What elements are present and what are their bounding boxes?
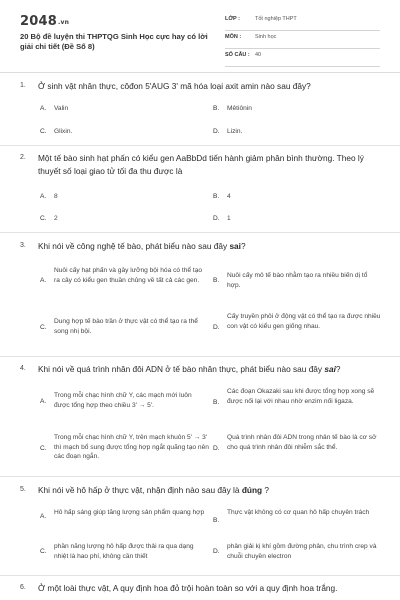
question-divider [0, 356, 400, 357]
question-number: 2. [20, 154, 26, 161]
option-text: 4 [227, 193, 231, 200]
question-text-emphasis: đúng [241, 485, 263, 495]
question-text-main: Khi nói về công nghệ tế bào, phát biểu nào sau đây [38, 241, 230, 251]
option-letter: A. [40, 513, 47, 520]
info-row-subject [225, 32, 380, 49]
question-number: 5. [20, 486, 26, 493]
option-text: Trong mỗi chạc hình chữ Y, các mạch mới luôn được tổng hợp theo chiều 3' → 5'. [54, 392, 192, 409]
document-title: 20 Bộ đề luyện thi THPTQG Sinh Học cực hay có lời giải chi tiết (Đề Số 8) [20, 32, 208, 51]
info-label: SỐ CÂU : [225, 52, 250, 58]
option-letter: D. [213, 548, 220, 555]
option-text: Hô hấp sáng giúp tăng lượng sản phẩm quang hợp [54, 509, 205, 516]
option-letter: B. [213, 399, 220, 406]
info-label: MÔN : [225, 34, 242, 40]
question-text-emphasis: sai [229, 241, 241, 251]
option-text: Valin [54, 105, 69, 112]
question-text [38, 484, 383, 497]
question-text-main: Khi nói về quá trình nhân đôi ADN ở tế bào nhân thực, phát biểu nào sau đây [38, 364, 325, 374]
question-text-end: ? [240, 241, 246, 251]
option-text: Cấy truyền phôi ở động vật có thể tạo ra được nhiều con vật có kiểu gen giống nhau. [227, 313, 381, 330]
option-letter: B. [213, 105, 220, 112]
option-text: phần năng lượng hô hấp được thải ra qua dạng nhiệt là hao phí, không cần thiết [54, 543, 194, 560]
question-text-main: Khi nói về hô hấp ở thực vật, nhận định nào sau đây là [38, 485, 242, 495]
option-text: Nuôi cấy hạt phấn và gây lưỡng bội hóa có thể tạo ra cây có kiểu gen thuần chủng về tất cả các gen. [54, 267, 203, 284]
option-text: Dung hợp tế bào trần ở thực vật có thể tạo ra thể song nhị bội. [54, 318, 198, 335]
info-value: Tốt nghiệp THPT [255, 16, 297, 22]
option-text: Lizin. [227, 128, 243, 135]
site-logo[interactable] [20, 14, 69, 29]
option-letter: C. [40, 128, 47, 135]
info-row-class [225, 14, 380, 31]
exam-info-panel [225, 14, 380, 68]
info-value: Sinh học [255, 34, 277, 40]
option-text: 1 [227, 215, 231, 222]
question-text: Ở một loài thực vật, A quy định hoa đỏ trội hoàn toàn so với a quy định hoa trắng. [38, 583, 338, 593]
option-text: 2 [54, 215, 58, 222]
question-divider [0, 145, 400, 146]
question-divider [0, 476, 400, 477]
option-text: Mêtiônin [227, 105, 252, 112]
question-divider [0, 232, 400, 233]
option-letter: B. [213, 193, 220, 200]
option-letter: B. [213, 277, 220, 284]
logo-suffix: .vn [57, 19, 70, 26]
option-letter: C. [40, 215, 47, 222]
option-text: Glixin. [54, 128, 73, 135]
option-text: Nuôi cấy mô tế bào nhằm tạo ra nhiều biến dị tổ hợp. [227, 272, 368, 289]
question-text-emphasis: sai [324, 364, 336, 374]
question-number: 3. [20, 242, 26, 249]
option-letter: A. [40, 398, 47, 405]
option-text: Quá trình nhân đôi ADN trong nhân tế bào là cơ sở cho quá trình nhân đôi nhiễm sắc thể. [227, 434, 377, 451]
logo-main: 2048 [20, 14, 57, 29]
info-row-count [225, 50, 380, 67]
question-number: 6. [20, 584, 26, 591]
option-letter: D. [213, 128, 220, 135]
question-text [38, 240, 383, 253]
question-divider [0, 575, 400, 576]
info-value: 40 [255, 52, 262, 58]
question-text-end: ? [335, 364, 341, 374]
question-text [38, 363, 383, 376]
option-letter: A. [40, 105, 47, 112]
option-letter: B. [213, 517, 220, 524]
option-text: Trong mỗi chạc hình chữ Y, trên mạch khuôn 5' → 3' thì mạch bổ sung được tổng hợp ngắt quãng tạo nên các đoạn ngắn. [54, 434, 209, 460]
option-text: phân giải kị khí gồm đường phân, chu trình crep và chuỗi chuyền electron [227, 543, 377, 560]
header-divider [0, 72, 400, 73]
option-letter: D. [213, 324, 220, 331]
question-number: 4. [20, 365, 26, 372]
question-text-end: ? [262, 485, 270, 495]
question-text: Ở sinh vật nhân thực, côđon 5'AUG 3' mã hóa loại axit amin nào sau đây? [38, 81, 311, 91]
option-letter: D. [213, 215, 220, 222]
option-letter: A. [40, 193, 47, 200]
option-text: 8 [54, 193, 58, 200]
question-number: 1. [20, 82, 26, 89]
option-text: Thực vật không có cơ quan hô hấp chuyên trách [227, 509, 370, 516]
document-header [0, 0, 400, 70]
option-letter: A. [40, 277, 47, 284]
question-text: Một tế bào sinh hạt phấn có kiểu gen AaBbDd tiến hành giảm phân bình thường. Theo lý thuyết số loại giao tử tối đa thu được là [38, 153, 364, 176]
option-letter: C. [40, 324, 47, 331]
option-letter: D. [213, 445, 220, 452]
option-letter: C. [40, 445, 47, 452]
option-letter: C. [40, 548, 47, 555]
option-text: Các đoạn Okazaki sau khi được tổng hợp xong sẽ được nối lại với nhau nhờ enzim nối ligaza. [227, 388, 375, 405]
info-label: LỚP : [225, 16, 240, 22]
